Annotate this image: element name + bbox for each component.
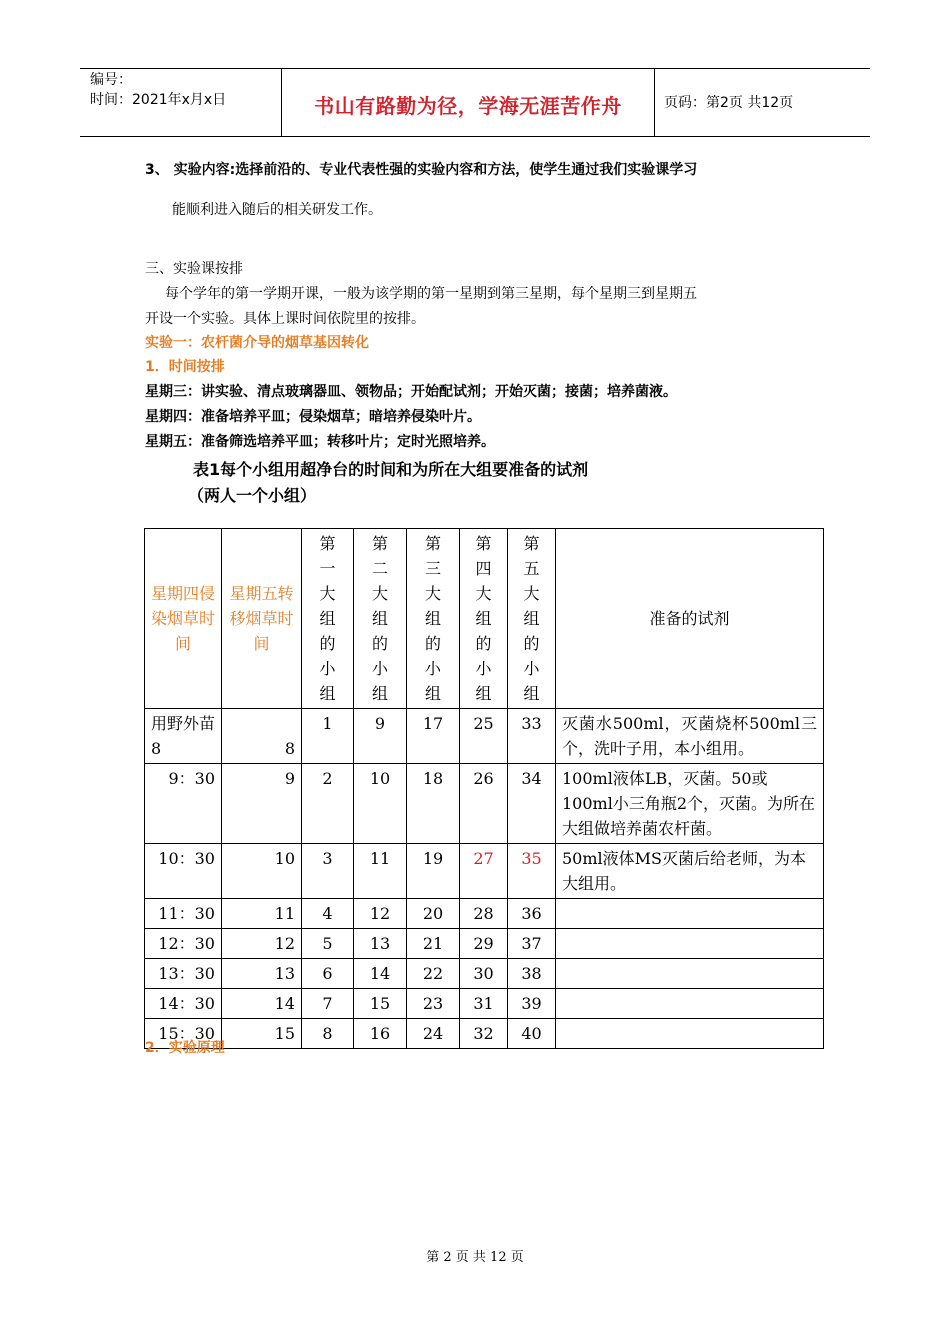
cell-group-5: 34 bbox=[508, 764, 556, 844]
table-row bbox=[145, 844, 824, 899]
cell-group-2: 13 bbox=[354, 929, 407, 959]
cell-fri-time: 10 bbox=[222, 844, 302, 899]
cell-thu-time: 11：30 bbox=[145, 899, 222, 929]
table-row bbox=[145, 929, 824, 959]
cell-thu-time: 12：30 bbox=[145, 929, 222, 959]
header-page-info: 页码：第2页 共12页 bbox=[664, 95, 794, 111]
cell-fri-time: 15 bbox=[222, 1019, 302, 1049]
header-top-border bbox=[80, 68, 870, 69]
cell-fri-time: 12 bbox=[222, 929, 302, 959]
cell-group-4: 25 bbox=[460, 709, 508, 764]
cell-reagent bbox=[556, 899, 824, 929]
schedule-thursday: 星期四：准备培养平皿；侵染烟草；暗培养侵染叶片。 bbox=[145, 409, 481, 425]
cell-reagent bbox=[556, 989, 824, 1019]
cell-group-2: 11 bbox=[354, 844, 407, 899]
header-group-3: 第三大组的小组 bbox=[407, 529, 460, 709]
cell-group-5: 40 bbox=[508, 1019, 556, 1049]
cell-group-3: 19 bbox=[407, 844, 460, 899]
cell-group-2: 16 bbox=[354, 1019, 407, 1049]
cell-group-1: 3 bbox=[302, 844, 354, 899]
cell-group-5: 38 bbox=[508, 959, 556, 989]
cell-group-1: 2 bbox=[302, 764, 354, 844]
cell-group-4: 30 bbox=[460, 959, 508, 989]
item3-line2: 能顺利进入随后的相关研发工作。 bbox=[172, 202, 382, 218]
header-thursday-time: 星期四侵染烟草时间 bbox=[145, 529, 222, 709]
cell-group-3: 17 bbox=[407, 709, 460, 764]
cell-group-4: 26 bbox=[460, 764, 508, 844]
cell-group-2: 14 bbox=[354, 959, 407, 989]
header-friday-time: 星期五转移烟草时间 bbox=[222, 529, 302, 709]
cell-group-1: 1 bbox=[302, 709, 354, 764]
cell-reagent bbox=[556, 959, 824, 989]
paragraph-line2: 开设一个实验。具体上课时间依院里的按排。 bbox=[145, 311, 425, 327]
paragraph-line1: 每个学年的第一学期开课，一般为该学期的第一星期到第三星期，每个星期三到星期五 bbox=[165, 286, 697, 302]
cell-reagent: 100ml液体LB，灭菌。50或100ml小三角瓶2个，灭菌。为所在大组做培养菌农杆菌。 bbox=[556, 764, 824, 844]
table-row bbox=[145, 764, 824, 844]
cell-group-3: 24 bbox=[407, 1019, 460, 1049]
table-header-row bbox=[145, 529, 824, 709]
header-bottom-border bbox=[80, 136, 870, 137]
cell-group-4: 32 bbox=[460, 1019, 508, 1049]
cell-group-1: 6 bbox=[302, 959, 354, 989]
cell-group-2: 15 bbox=[354, 989, 407, 1019]
cell-group-3: 18 bbox=[407, 764, 460, 844]
table-row bbox=[145, 1019, 824, 1049]
header-group-2: 第二大组的小组 bbox=[354, 529, 407, 709]
table-subcaption: （两人一个小组） bbox=[188, 486, 317, 505]
cell-fri-time: 11 bbox=[222, 899, 302, 929]
table-row bbox=[145, 899, 824, 929]
cell-group-1: 7 bbox=[302, 989, 354, 1019]
header-reagents: 准备的试剂 bbox=[556, 529, 824, 709]
cell-fri-time: 13 bbox=[222, 959, 302, 989]
page-footer: 第 2 页 共 12 页 bbox=[426, 1250, 524, 1265]
schedule-wednesday: 星期三：讲实验、清点玻璃器皿、领物品；开始配试剂；开始灭菌；接菌；培养菌液。 bbox=[145, 384, 677, 400]
cell-group-1: 5 bbox=[302, 929, 354, 959]
cell-thu-time: 9：30 bbox=[145, 764, 222, 844]
experiment-title: 实验一：农杆菌介导的烟草基因转化 bbox=[145, 335, 369, 351]
cell-group-4: 31 bbox=[460, 989, 508, 1019]
cell-thu-time: 14：30 bbox=[145, 989, 222, 1019]
cell-group-3: 21 bbox=[407, 929, 460, 959]
header-group-4: 第四大组的小组 bbox=[460, 529, 508, 709]
cell-thu-time: 10：30 bbox=[145, 844, 222, 899]
cell-group-1: 8 bbox=[302, 1019, 354, 1049]
cell-group-5-highlight: 35 bbox=[508, 844, 556, 899]
header-group-1: 第一大组的小组 bbox=[302, 529, 354, 709]
cell-fri-time: 8 bbox=[222, 709, 302, 764]
cell-fri-time: 14 bbox=[222, 989, 302, 1019]
cell-group-1: 4 bbox=[302, 899, 354, 929]
subsection-schedule: 1．时间按排 bbox=[145, 359, 225, 375]
cell-reagent bbox=[556, 929, 824, 959]
cell-reagent: 灭菌水500ml，灭菌烧杯500ml三个，洗叶子用，本小组用。 bbox=[556, 709, 824, 764]
cell-group-2: 9 bbox=[354, 709, 407, 764]
cell-fri-time: 9 bbox=[222, 764, 302, 844]
schedule-table bbox=[144, 528, 824, 1049]
cell-group-2: 10 bbox=[354, 764, 407, 844]
section-title: 三、实验课按排 bbox=[145, 261, 243, 277]
header-time: 时间：2021年x月x日 bbox=[90, 92, 227, 108]
table-row bbox=[145, 959, 824, 989]
item3-line1: 3、 实验内容:选择前沿的、专业代表性强的实验内容和方法，使学生通过我们实验课学习 bbox=[145, 162, 698, 178]
table-row bbox=[145, 989, 824, 1019]
header-motto: 书山有路勤为径，学海无涯苦作舟 bbox=[314, 94, 622, 118]
cell-thu-time: 13：30 bbox=[145, 959, 222, 989]
cell-group-3: 22 bbox=[407, 959, 460, 989]
cell-group-5: 39 bbox=[508, 989, 556, 1019]
cell-group-5: 37 bbox=[508, 929, 556, 959]
subsection-principle: 2．实验原理 bbox=[145, 1040, 225, 1056]
cell-group-3: 23 bbox=[407, 989, 460, 1019]
cell-group-4: 28 bbox=[460, 899, 508, 929]
cell-reagent: 50ml液体MS灭菌后给老师，为本大组用。 bbox=[556, 844, 824, 899]
cell-group-4-highlight: 27 bbox=[460, 844, 508, 899]
cell-group-3: 20 bbox=[407, 899, 460, 929]
cell-thu-time: 15：30 bbox=[145, 1019, 222, 1049]
cell-group-4: 29 bbox=[460, 929, 508, 959]
cell-group-2: 12 bbox=[354, 899, 407, 929]
header-number: 编号： bbox=[90, 72, 132, 88]
cell-group-5: 36 bbox=[508, 899, 556, 929]
cell-reagent bbox=[556, 1019, 824, 1049]
table-row bbox=[145, 709, 824, 764]
header-group-5: 第五大组的小组 bbox=[508, 529, 556, 709]
cell-thu-time: 用野外苗8 bbox=[145, 709, 222, 764]
header-meta bbox=[90, 70, 226, 110]
cell-group-5: 33 bbox=[508, 709, 556, 764]
header-divider-right bbox=[654, 68, 655, 136]
schedule-friday: 星期五：准备筛选培养平皿；转移叶片；定时光照培养。 bbox=[145, 434, 495, 450]
table-caption: 表1每个小组用超净台的时间和为所在大组要准备的试剂 bbox=[193, 460, 589, 479]
